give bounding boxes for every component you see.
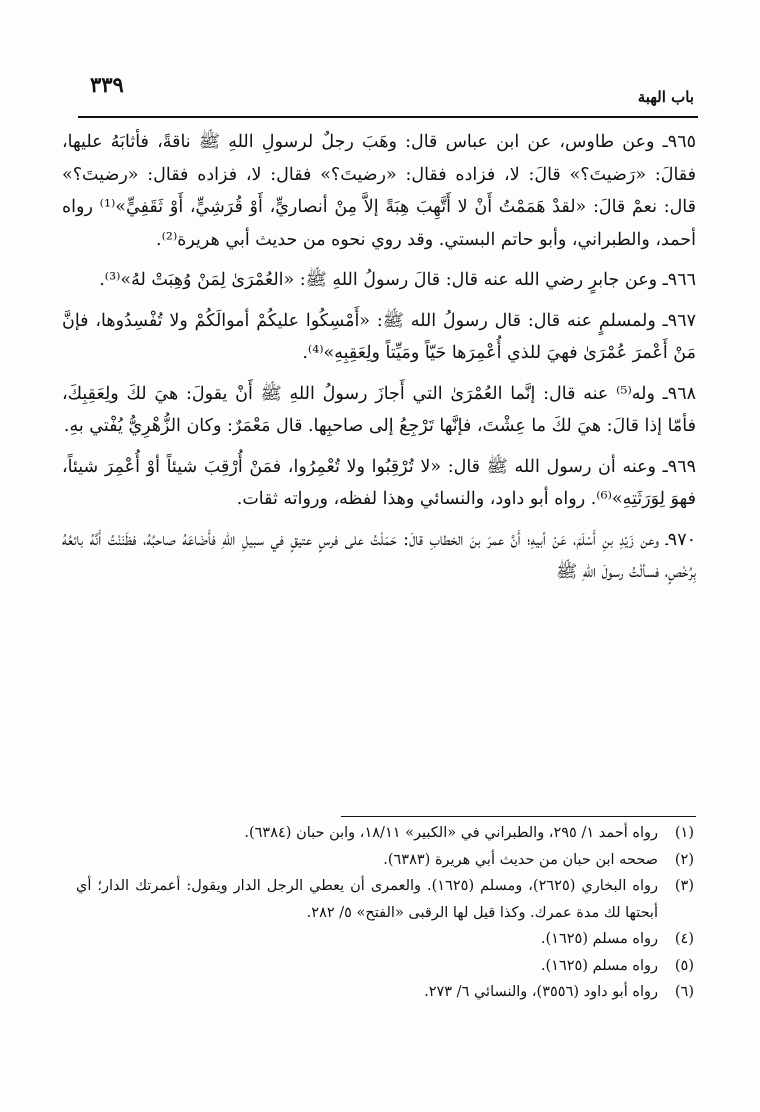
hadith-965: ٩٦٥ـ وعن طاوس، عن ابن عباس قال: وهَبَ رجلٌ لرسولِ اللهِ ﷺ ناقةً، فأثابَهُ عليها، فقالَ: «رَضيتَ؟» قالَ: لا، فزاده فقال: «رضيتَ؟» فقال: لا، فزاده فقال: «رضيتَ؟» قال: نعمْ قالَ: «لقدْ هَمَمْتُ أَنْ لا أَتَّهِبَ هِبَةً إلاَّ مِنْ أنصاريٍّ، أَوْ قُرَشِيٍّ، أَوْ ثَقَفِيٍّ»⁽¹⁾ رواه أحمد، والطبراني، وأبو حاتم البستي. وقد روي نحوه من حديث أبي هريرة⁽²⁾. — [62, 132, 696, 250]
hadith-970: ٩٧٠ـ وعن زَيْدِ بنِ أَسْلَمَ، عَنْ أبيهِ؛ أَنَّ عمرَ بنَ الخطابِ قالَ: حَمَلْتُ على فرسٍ عتيقٍ في سبيلِ اللهِ فأَضَاعَهُ صاحبُهُ، فظَنَنْتُ أَنَّهُ بائعُهُ بِرُخْصٍ، فسألْتُ رسولَ اللهِ ﷺ — [62, 529, 696, 582]
footnote-text: رواه البخاري (٢٦٢٥)، ومسلم (١٦٢٥). والعمرى أن يعطي الرجل الدار ويقول: أعمرتك الدار؛ أي أبحتها لك مدة عمرك. وكذا قيل لها الرقبى «الفتح» ٥/ ٢٨٢. — [76, 878, 658, 921]
page-number: ٣٣٩ — [90, 72, 124, 97]
footnote-number: (٦) — [674, 984, 694, 1000]
hadith-966: ٩٦٦ـ وعن جابرٍ رضي الله عنه قال: قالَ رسولُ اللهِ ﷺ: «العُمْرَىٰ لِمَنْ وُهِبَتْ لهُ»⁽³⁾. — [99, 270, 696, 290]
footnote-1 — [76, 820, 694, 847]
footnote-2 — [76, 847, 694, 874]
footnote-number: (٢) — [674, 851, 694, 868]
footnote-text: رواه مسلم (١٦٢٥). — [540, 957, 658, 974]
footnote-separator — [341, 816, 696, 817]
footnote-text: رواه مسلم (١٦٢٥). — [540, 931, 658, 947]
footnote-text: رواه أحمد ١/ ٢٩٥، والطبراني في «الكبير» ١٨/١١، وابن حبان (٦٣٨٤). — [244, 825, 658, 841]
running-head: باب الهبة — [637, 88, 694, 106]
footnote-4 — [76, 926, 694, 953]
footnote-number: (٥) — [674, 957, 694, 974]
footnote-5 — [76, 953, 694, 980]
footnote-number: (٣) — [674, 878, 694, 894]
footnote-text: صححه ابن حبان من حديث أبي هريرة (٦٣٨٣). — [383, 851, 658, 868]
page-header — [78, 70, 698, 118]
footnote-number: (١) — [674, 825, 694, 841]
footnote-number: (٤) — [674, 931, 694, 947]
hadith-967: ٩٦٧ـ ولمسلمٍ عنه قال: قال رسولُ الله ﷺ: «أَمْسِكُوا عليكُمْ أموالَكُمْ ولا تُفْسِدُوها، فإنَّ مَنْ أَعْمرَ عُمْرَىٰ فهيَ للذي أُعْمِرَها حَيّاً ومَيِّتاً ولِعَقِبِهِ»⁽⁴⁾. — [62, 310, 696, 363]
footnotes — [76, 820, 694, 1006]
footnote-text: رواه أبو داود (٣٥٥٦)، والنسائي ٦/ ٢٧٣. — [424, 984, 658, 1000]
hadith-969: ٩٦٩ـ وعنه أن رسول الله ﷺ قال: «لا تُرْقِبُوا ولا تُعْمِرُوا، فمَنْ أُرْقِبَ شيئاً أوْ أُعْمِرَ شيئاً، فهوَ لِوَرَثَتِهِ»⁽⁶⁾. رواه أبو داود، والنسائي وهذا لفظه، ورواته ثقات. — [62, 456, 696, 509]
footnote-3 — [76, 873, 694, 926]
hadith-968: ٩٦٨ـ وله⁽⁵⁾ عنه قال: إنَّما العُمْرَىٰ التي أَجازَ رسولُ اللهِ ﷺ أَنْ يقولَ: هيَ لكَ ولِعَقِبِكَ، فأمّا إذا قالَ: هيَ لكَ ما عِشْتَ، فإنَّها تَرْجِعُ إلى صاحبِها. قال مَعْمَرٌ: وكان الزُّهْرِيُّ يُفْتي بهِ. — [62, 383, 696, 436]
footnote-6 — [76, 979, 694, 1006]
main-text — [62, 126, 696, 597]
